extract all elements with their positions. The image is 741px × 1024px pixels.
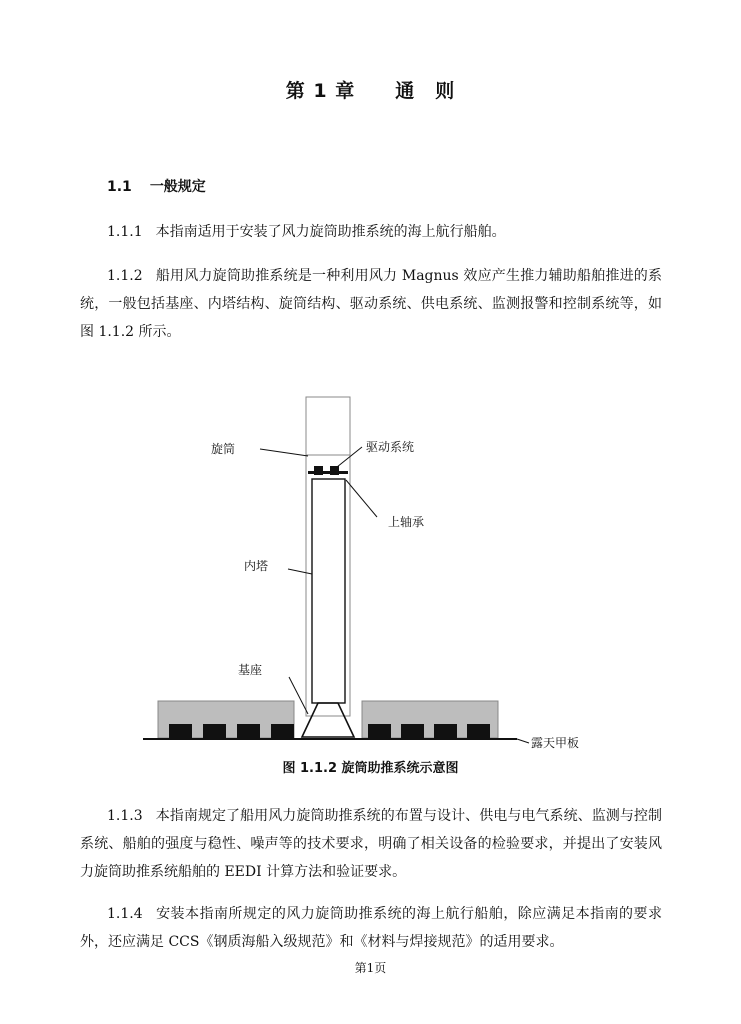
chapter-name: 通 则	[395, 80, 456, 102]
chapter-label: 第 1 章	[285, 80, 356, 102]
inner-tower	[312, 479, 345, 703]
drive-motor-right	[330, 466, 339, 475]
paragraph-1-1-3	[80, 802, 662, 886]
leader-deck	[517, 739, 529, 743]
label-base: 基座	[238, 663, 263, 677]
deck-block	[401, 724, 424, 738]
deck-block	[271, 724, 294, 738]
paragraph-number: 1.1.1	[107, 224, 143, 240]
figure-rotor-system	[0, 380, 741, 760]
label-tower: 内塔	[244, 559, 269, 573]
paragraph-text: 本指南规定了船用风力旋筒助推系统的布置与设计、供电与电气系统、监测与控制系统、船舶的强度与稳性、噪声等的技术要求，明确了相关设备的检验要求，并提出了安装风力旋筒助推系统船舶的 EEDI 计算方法和验证要求。	[80, 808, 662, 880]
label-drive: 驱动系统	[366, 440, 415, 454]
label-rotor: 旋筒	[211, 442, 236, 456]
paragraph-text: 船用风力旋筒助推系统是一种利用风力 Magnus 效应产生推力辅助船舶推进的系统，一般包括基座、内塔结构、旋筒结构、驱动系统、供电系统、监测报警和控制系统等，如图 1.1.2 所示。	[80, 268, 662, 340]
paragraph-number: 1.1.4	[107, 906, 143, 922]
deck-block	[368, 724, 391, 738]
deck-block	[169, 724, 192, 738]
paragraph-number: 1.1.2	[107, 268, 143, 284]
deck-block	[467, 724, 490, 738]
paragraph-text: 安装本指南所规定的风力旋筒助推系统的海上航行船舶，除应满足本指南的要求外，还应满足 CCS《钢质海船入级规范》和《材料与焊接规范》的适用要求。	[80, 906, 662, 950]
base-pedestal	[302, 703, 354, 737]
paragraph-number: 1.1.3	[107, 808, 143, 824]
leader-bearing	[346, 480, 377, 517]
label-bearing: 上轴承	[388, 515, 425, 529]
deck-block	[203, 724, 226, 738]
label-deck: 露天甲板	[531, 736, 580, 750]
chapter-title	[0, 76, 741, 103]
deck-block	[237, 724, 260, 738]
paragraph-text: 本指南适用于安装了风力旋筒助推系统的海上航行船舶。	[155, 224, 506, 240]
paragraph-1-1-1	[80, 218, 662, 246]
paragraph-1-1-4	[80, 900, 662, 956]
drive-motor-left	[314, 466, 323, 475]
leader-rotor	[260, 449, 308, 456]
deck-block	[434, 724, 457, 738]
section-number: 1.1	[107, 179, 132, 195]
section-title: 一般规定	[149, 179, 206, 195]
section-heading	[107, 176, 206, 196]
figure-caption: 图 1.1.2 旋筒助推系统示意图	[282, 761, 459, 776]
leader-tower	[288, 569, 312, 574]
page-number: 第1页	[354, 961, 387, 975]
paragraph-1-1-2	[80, 262, 662, 346]
figure-diagram	[0, 380, 741, 760]
